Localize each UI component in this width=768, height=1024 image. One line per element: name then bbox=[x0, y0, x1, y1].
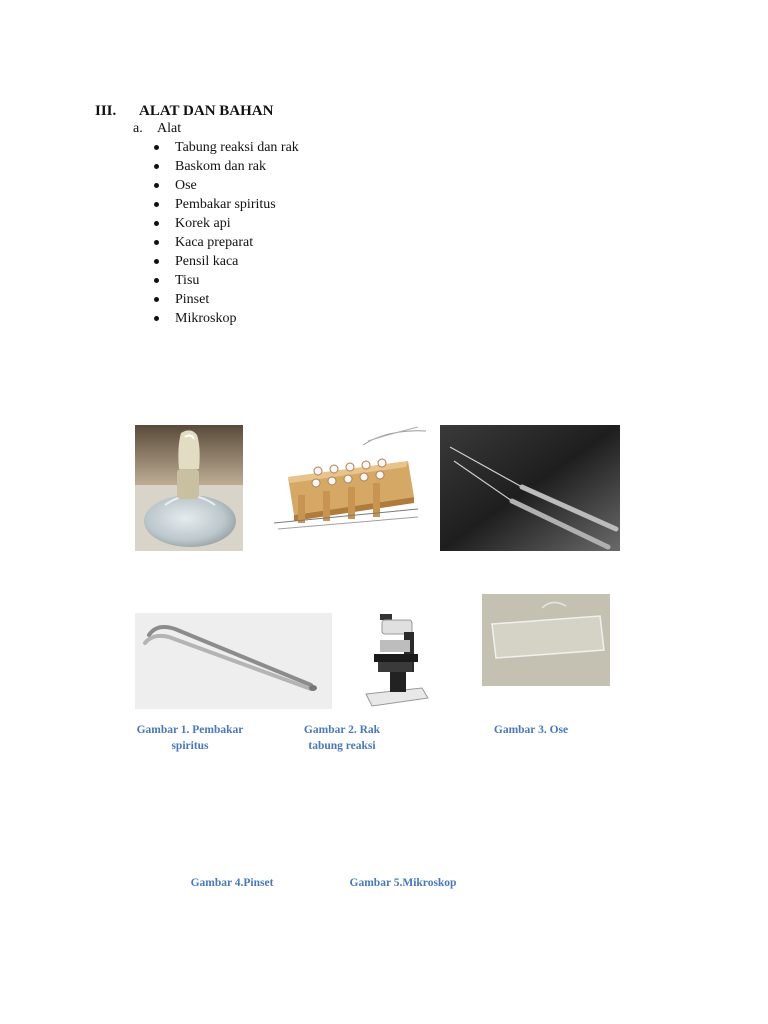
inoculating-loop-image bbox=[440, 425, 620, 551]
list-item bbox=[152, 309, 299, 328]
bullet-icon bbox=[154, 259, 159, 264]
list-item-label: Mikroskop bbox=[175, 311, 237, 326]
bullet-icon bbox=[154, 278, 159, 283]
caption-line: Gambar 2. Rak bbox=[303, 724, 381, 736]
list-item bbox=[152, 233, 299, 252]
tweezers-image bbox=[135, 613, 332, 709]
bullet-icon bbox=[154, 145, 159, 150]
list-item bbox=[152, 138, 299, 157]
caption-gambar-2 bbox=[284, 722, 400, 754]
caption-gambar-1 bbox=[118, 722, 262, 754]
list-item-label: Korek api bbox=[175, 216, 231, 231]
list-item bbox=[152, 271, 299, 290]
glass-slide-image bbox=[482, 594, 610, 686]
list-item-label: Baskom dan rak bbox=[175, 159, 266, 174]
list-item bbox=[152, 157, 299, 176]
list-item-label: Pensil kaca bbox=[175, 254, 239, 269]
list-item bbox=[152, 290, 299, 309]
list-item-label: Kaca preparat bbox=[175, 235, 254, 250]
caption-line: tabung reaksi bbox=[308, 740, 376, 752]
list-item-label: Pinset bbox=[175, 292, 210, 307]
list-item-label: Ose bbox=[175, 178, 197, 193]
bullet-icon bbox=[154, 316, 159, 321]
subsection-marker: a. bbox=[133, 121, 143, 136]
list-item bbox=[152, 176, 299, 195]
bullet-icon bbox=[154, 297, 159, 302]
list-item bbox=[152, 252, 299, 271]
list-item-label: Tisu bbox=[175, 273, 200, 288]
bullet-icon bbox=[154, 183, 159, 188]
bullet-icon bbox=[154, 164, 159, 169]
bullet-icon bbox=[154, 202, 159, 207]
bullet-icon bbox=[154, 221, 159, 226]
caption-gambar-3: Gambar 3. Ose bbox=[493, 724, 569, 736]
subsection-title: Alat bbox=[157, 121, 182, 136]
list-item bbox=[152, 214, 299, 233]
tools-list bbox=[152, 138, 299, 328]
section-number: III. bbox=[95, 103, 117, 119]
section-title: ALAT DAN BAHAN bbox=[139, 103, 274, 119]
bullet-icon bbox=[154, 240, 159, 245]
spirit-burner-image bbox=[135, 425, 243, 551]
caption-line: Gambar 1. Pembakar bbox=[136, 724, 244, 736]
test-tube-rack-image bbox=[268, 425, 426, 551]
caption-gambar-4: Gambar 4.Pinset bbox=[190, 877, 274, 889]
microscope-image bbox=[362, 610, 430, 710]
list-item-label: Pembakar spiritus bbox=[175, 197, 276, 212]
list-item-label: Tabung reaksi dan rak bbox=[175, 140, 299, 155]
list-item bbox=[152, 195, 299, 214]
caption-line: spiritus bbox=[171, 740, 209, 752]
caption-gambar-5: Gambar 5.Mikroskop bbox=[349, 877, 457, 889]
